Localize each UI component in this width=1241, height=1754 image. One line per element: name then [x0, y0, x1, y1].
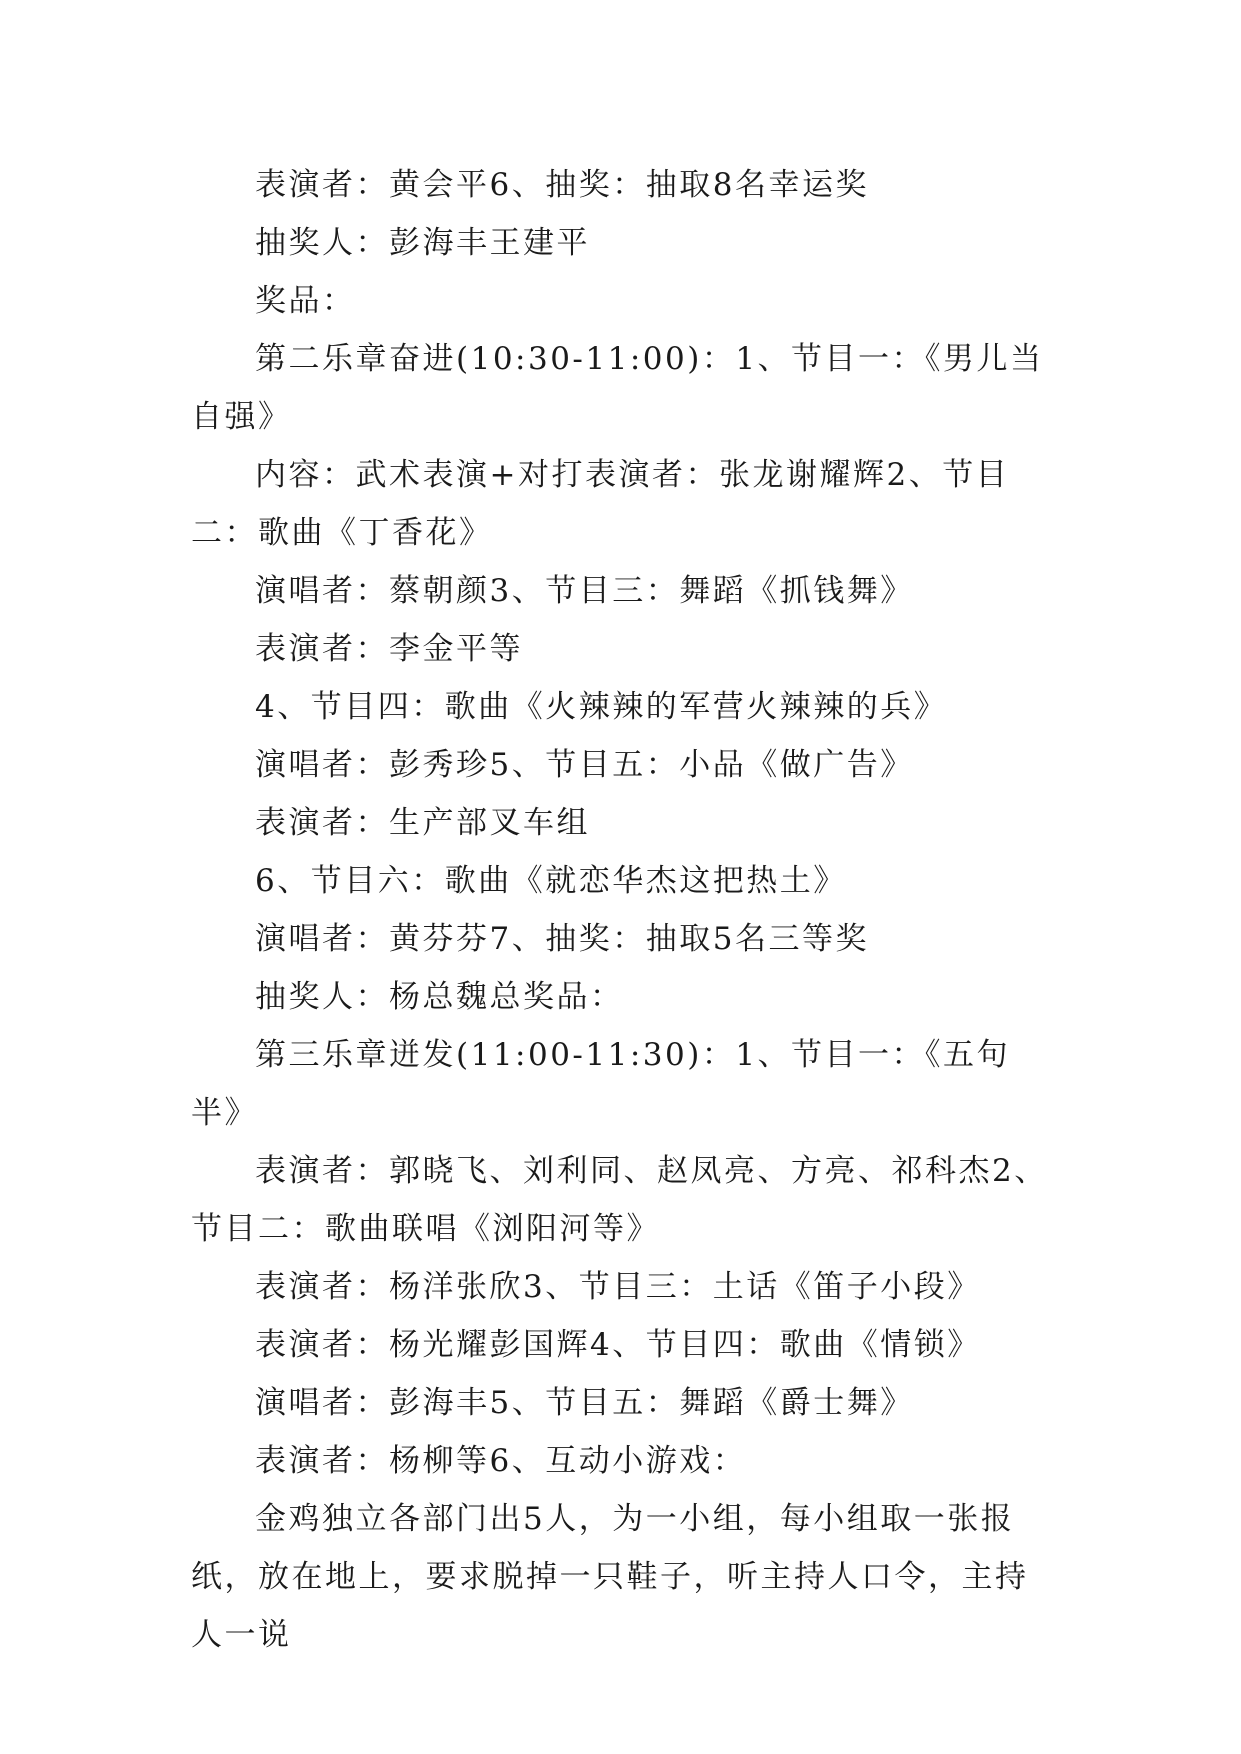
paragraph: 表演者：李金平等: [255, 631, 523, 667]
paragraph: 表演者：郭晓飞、刘利同、赵凤亮、方亮、祁科杰2、节目二：歌曲联唱《浏阳河等》: [191, 1153, 1048, 1247]
paragraph: 演唱者：蔡朝颜3、节目三：舞蹈《抓钱舞》: [255, 573, 914, 609]
paragraph: 第三乐章迸发(11:00-11:30)：1、节目一：《五句半》: [191, 1037, 1011, 1131]
paragraph: 抽奖人：彭海丰王建平: [255, 225, 590, 261]
paragraph: 奖品：: [255, 283, 356, 319]
paragraph: 演唱者：黄芬芬7、抽奖：抽取5名三等奖: [255, 921, 869, 957]
paragraph: 表演者：杨柳等6、互动小游戏：: [255, 1443, 747, 1479]
paragraph: 6、节目六：歌曲《就恋华杰这把热土》: [255, 863, 847, 899]
paragraph: 第二乐章奋进(10:30-11:00)：1、节目一：《男儿当自强》: [191, 341, 1044, 435]
paragraph: 4、节目四：歌曲《火辣辣的军营火辣辣的兵》: [255, 689, 948, 725]
document-body: [191, 156, 1053, 1664]
paragraph: 表演者：黄会平6、抽奖：抽取8名幸运奖: [255, 167, 869, 203]
paragraph: 表演者：杨光耀彭国辉4、节目四：歌曲《情锁》: [255, 1327, 981, 1363]
paragraph: 演唱者：彭海丰5、节目五：舞蹈《爵士舞》: [255, 1385, 914, 1421]
paragraph: 表演者：生产部叉车组: [255, 805, 590, 841]
paragraph: 金鸡独立各部门出5人，为一小组，每小组取一张报纸，放在地上，要求脱掉一只鞋子，听主持人口令，主持人一说: [191, 1501, 1029, 1653]
paragraph: 演唱者：彭秀珍5、节目五：小品《做广告》: [255, 747, 914, 783]
paragraph: 内容：武术表演+对打表演者：张龙谢耀辉2、节目二：歌曲《丁香花》: [191, 457, 1010, 551]
paragraph: 抽奖人：杨总魏总奖品：: [255, 979, 624, 1015]
paragraph: 表演者：杨洋张欣3、节目三：土话《笛子小段》: [255, 1269, 981, 1305]
